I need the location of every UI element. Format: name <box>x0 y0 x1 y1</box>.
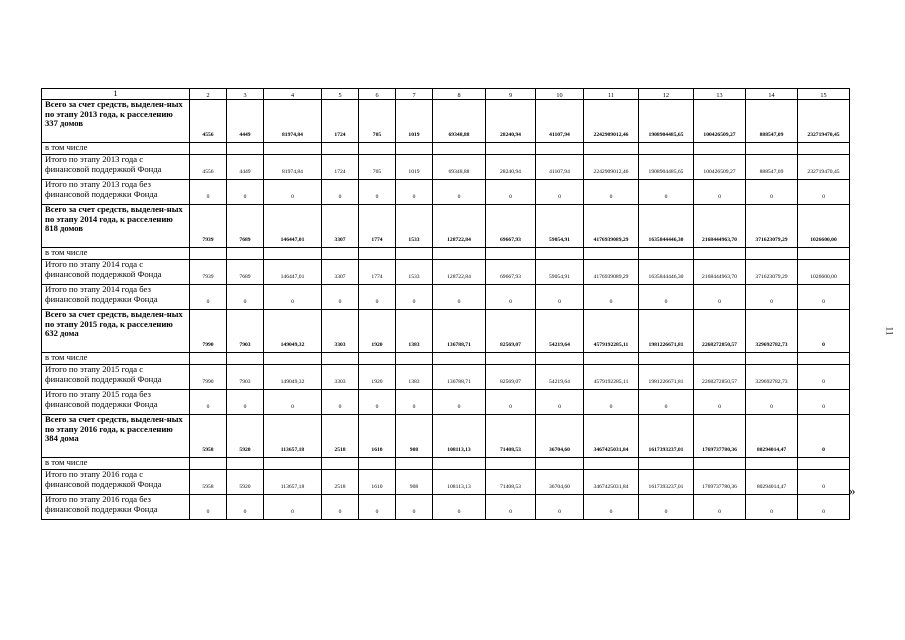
table-cell: 5920 <box>227 470 264 495</box>
table-cell <box>694 143 746 155</box>
table-cell: 0 <box>433 180 486 205</box>
table-cell: 2518 <box>322 415 359 458</box>
table-cell: 0 <box>396 390 433 415</box>
table-cell: 146447,01 <box>264 205 322 248</box>
table-cell: 82569,07 <box>486 310 536 353</box>
table-cell <box>359 458 396 470</box>
table-cell <box>486 143 536 155</box>
table-cell: 0 <box>536 285 584 310</box>
table-cell <box>433 248 486 260</box>
column-number: 7 <box>396 89 433 100</box>
stage-detail-row <box>42 495 850 520</box>
table-cell <box>359 248 396 260</box>
table-cell <box>433 143 486 155</box>
table-cell: 71408,53 <box>486 470 536 495</box>
table-cell: 54219,64 <box>536 365 584 390</box>
column-number: 1 <box>42 89 190 100</box>
row-label: в том числе <box>42 458 190 470</box>
table-cell: 4176939089,29 <box>584 260 639 285</box>
table-cell: 0 <box>322 180 359 205</box>
table-cell: 7939 <box>190 205 227 248</box>
table-cell: 4176939089,29 <box>584 205 639 248</box>
table-cell: 705 <box>359 100 396 143</box>
table-cell: 128722,84 <box>433 205 486 248</box>
table-cell <box>584 458 639 470</box>
column-number: 9 <box>486 89 536 100</box>
table-cell: 2518 <box>322 470 359 495</box>
column-number: 12 <box>639 89 694 100</box>
table-cell: 108113,13 <box>433 470 486 495</box>
table-cell <box>536 143 584 155</box>
table-cell: 4579192285,11 <box>584 365 639 390</box>
row-label: в том числе <box>42 143 190 155</box>
table-cell: 1383 <box>396 310 433 353</box>
column-number: 13 <box>694 89 746 100</box>
table-cell: 0 <box>798 470 850 495</box>
table-cell <box>227 458 264 470</box>
table-cell: 0 <box>190 390 227 415</box>
table-cell <box>798 353 850 365</box>
table-cell: 80294014,47 <box>746 415 798 458</box>
table-cell <box>798 248 850 260</box>
table-cell: 0 <box>264 390 322 415</box>
table-cell: 28240,94 <box>486 155 536 180</box>
table-cell <box>264 458 322 470</box>
table-cell: 4449 <box>227 155 264 180</box>
table-cell <box>396 143 433 155</box>
table-cell <box>798 143 850 155</box>
table-cell: 146447,01 <box>264 260 322 285</box>
column-number-row <box>42 89 850 100</box>
subheading-row <box>42 353 850 365</box>
table-cell: 888547,09 <box>746 155 798 180</box>
table-cell: 0 <box>227 180 264 205</box>
table-cell <box>264 143 322 155</box>
table-cell: 4556 <box>190 100 227 143</box>
table-cell: 0 <box>798 495 850 520</box>
table-cell: 80294014,47 <box>746 470 798 495</box>
table-cell: 0 <box>227 495 264 520</box>
table-cell: 0 <box>190 180 227 205</box>
table-cell: 0 <box>694 180 746 205</box>
column-number: 5 <box>322 89 359 100</box>
table-cell: 7689 <box>227 260 264 285</box>
row-label: Итого по этапу 2013 года с финансовой поддержкой Фонда <box>42 155 190 180</box>
table-cell: 71408,53 <box>486 415 536 458</box>
column-number: 15 <box>798 89 850 100</box>
table-cell <box>536 458 584 470</box>
table-cell: 0 <box>264 180 322 205</box>
table-cell: 69348,88 <box>433 155 486 180</box>
table-cell: 232719470,45 <box>798 100 850 143</box>
stage-detail-row <box>42 470 850 495</box>
table-cell <box>227 143 264 155</box>
column-number: 3 <box>227 89 264 100</box>
table-cell: 1610 <box>359 415 396 458</box>
table-cell: 1026600,00 <box>798 260 850 285</box>
table-cell <box>264 248 322 260</box>
table-cell: 100426509,27 <box>694 155 746 180</box>
column-number: 8 <box>433 89 486 100</box>
table-cell: 0 <box>694 390 746 415</box>
column-number: 4 <box>264 89 322 100</box>
table-cell: 1610 <box>359 470 396 495</box>
stage-total-row <box>42 415 850 458</box>
table-cell: 1920 <box>359 365 396 390</box>
table-cell: 5958 <box>190 470 227 495</box>
table-cell: 1635844446,30 <box>639 205 694 248</box>
table-cell: 149049,32 <box>264 365 322 390</box>
row-label: Всего за счет средств, выделен-ных по этапу 2015 года, к расселению 632 дома <box>42 310 190 353</box>
table-cell: 7689 <box>227 205 264 248</box>
table-cell: 0 <box>359 390 396 415</box>
row-label: Итого по этапу 2015 года без финансовой поддержки Фонда <box>42 390 190 415</box>
table-cell: 329692782,73 <box>746 365 798 390</box>
table-cell <box>433 353 486 365</box>
table-cell: 3307 <box>322 205 359 248</box>
table-cell: 4579192285,11 <box>584 310 639 353</box>
housing-resettlement-table <box>41 88 850 520</box>
table-cell: 1724 <box>322 100 359 143</box>
table-cell <box>694 248 746 260</box>
table-cell: 69667,93 <box>486 260 536 285</box>
table-cell: 7903 <box>227 310 264 353</box>
table-cell: 113657,18 <box>264 470 322 495</box>
table-cell: 136788,71 <box>433 310 486 353</box>
table-cell <box>396 458 433 470</box>
table-cell: 7903 <box>227 365 264 390</box>
table-cell <box>584 143 639 155</box>
table-cell: 54219,64 <box>536 310 584 353</box>
stage-total-row <box>42 310 850 353</box>
table-cell: 149049,32 <box>264 310 322 353</box>
table-cell <box>536 248 584 260</box>
table-cell: 0 <box>396 495 433 520</box>
table-cell: 5958 <box>190 415 227 458</box>
table-cell: 0 <box>264 285 322 310</box>
table-cell: 0 <box>486 180 536 205</box>
table-cell: 0 <box>746 390 798 415</box>
table-cell: 0 <box>584 285 639 310</box>
table-cell: 0 <box>798 310 850 353</box>
subheading-row <box>42 458 850 470</box>
table-cell: 0 <box>322 285 359 310</box>
column-number: 11 <box>584 89 639 100</box>
table-cell: 232719470,45 <box>798 155 850 180</box>
table-cell: 0 <box>396 180 433 205</box>
table-cell: 0 <box>639 390 694 415</box>
table-cell: 0 <box>433 495 486 520</box>
stage-detail-row <box>42 285 850 310</box>
table-cell: 0 <box>536 390 584 415</box>
table-cell: 0 <box>359 495 396 520</box>
table-cell <box>359 143 396 155</box>
table-cell <box>190 143 227 155</box>
table-cell: 329692782,73 <box>746 310 798 353</box>
table-cell: 82569,07 <box>486 365 536 390</box>
table-cell <box>746 458 798 470</box>
table-cell: 7990 <box>190 310 227 353</box>
row-label: Всего за счет средств, выделен-ных по этапу 2013 года, к расселению 337 домов <box>42 100 190 143</box>
table-cell: 1908904485,65 <box>639 100 694 143</box>
table-cell <box>486 353 536 365</box>
stage-detail-row <box>42 155 850 180</box>
table-cell: 59054,91 <box>536 260 584 285</box>
table-cell: 0 <box>798 365 850 390</box>
table-cell <box>227 353 264 365</box>
table-cell <box>639 458 694 470</box>
table-cell <box>486 458 536 470</box>
table-cell: 705 <box>359 155 396 180</box>
table-cell: 0 <box>746 180 798 205</box>
table-cell: 0 <box>322 495 359 520</box>
table-cell: 59054,91 <box>536 205 584 248</box>
table-cell: 371623079,29 <box>746 260 798 285</box>
table-cell <box>322 143 359 155</box>
table-cell: 41107,94 <box>536 100 584 143</box>
table-cell: 1617393237,01 <box>639 415 694 458</box>
table-cell <box>746 353 798 365</box>
table-cell: 0 <box>359 180 396 205</box>
table-cell <box>359 353 396 365</box>
row-label: Всего за счет средств, выделен-ных по этапу 2016 года, к расселению 384 дома <box>42 415 190 458</box>
table-cell: 908 <box>396 415 433 458</box>
table-cell <box>322 353 359 365</box>
table-cell: 908 <box>396 470 433 495</box>
table-cell: 1774 <box>359 205 396 248</box>
table-cell <box>264 353 322 365</box>
stage-detail-row <box>42 365 850 390</box>
stage-detail-row <box>42 260 850 285</box>
table-cell: 2242909012,46 <box>584 100 639 143</box>
table-cell: 100426509,27 <box>694 100 746 143</box>
row-label: Итого по этапу 2015 года с финансовой поддержкой Фонда <box>42 365 190 390</box>
table-cell: 0 <box>694 285 746 310</box>
table-cell: 0 <box>486 285 536 310</box>
table-cell <box>190 458 227 470</box>
table-cell: 0 <box>798 180 850 205</box>
table-cell <box>190 248 227 260</box>
table-cell: 1383 <box>396 365 433 390</box>
column-number: 10 <box>536 89 584 100</box>
table-cell <box>190 353 227 365</box>
table-cell: 0 <box>798 415 850 458</box>
table-cell <box>396 353 433 365</box>
table-cell: 0 <box>396 285 433 310</box>
table-cell: 0 <box>584 390 639 415</box>
closing-quote: » <box>849 483 856 498</box>
page-number: 11 <box>884 326 895 336</box>
table-cell: 1724 <box>322 155 359 180</box>
stage-detail-row <box>42 390 850 415</box>
stage-total-row <box>42 205 850 248</box>
table-cell: 136788,71 <box>433 365 486 390</box>
table-cell <box>227 248 264 260</box>
table-cell: 4449 <box>227 100 264 143</box>
table-cell: 1920 <box>359 310 396 353</box>
table-cell: 0 <box>359 285 396 310</box>
table-cell: 0 <box>190 495 227 520</box>
table-cell <box>322 458 359 470</box>
table-cell: 3467425031,84 <box>584 470 639 495</box>
table-cell <box>396 248 433 260</box>
column-number: 14 <box>746 89 798 100</box>
table-cell: 0 <box>322 390 359 415</box>
table-cell <box>639 248 694 260</box>
table-cell: 3307 <box>322 260 359 285</box>
table-cell: 3303 <box>322 365 359 390</box>
table-cell <box>746 143 798 155</box>
table-cell: 1019 <box>396 155 433 180</box>
column-number: 2 <box>190 89 227 100</box>
table-cell: 36704,60 <box>536 415 584 458</box>
table-cell: 108113,13 <box>433 415 486 458</box>
table-cell: 69667,93 <box>486 205 536 248</box>
table-cell: 0 <box>639 285 694 310</box>
table-cell: 2268272850,57 <box>694 365 746 390</box>
table-cell: 1019 <box>396 100 433 143</box>
table-cell: 0 <box>798 390 850 415</box>
table-cell <box>536 353 584 365</box>
row-label: в том числе <box>42 248 190 260</box>
table-cell: 1769737780,36 <box>694 415 746 458</box>
table-cell: 0 <box>227 285 264 310</box>
table-cell: 0 <box>433 285 486 310</box>
table-cell: 1635844446,30 <box>639 260 694 285</box>
table-cell <box>322 248 359 260</box>
table-cell: 0 <box>190 285 227 310</box>
table-cell: 0 <box>694 495 746 520</box>
column-number: 6 <box>359 89 396 100</box>
table-cell: 0 <box>536 180 584 205</box>
table-cell: 0 <box>486 390 536 415</box>
table-cell: 0 <box>584 180 639 205</box>
table-cell: 371623079,29 <box>746 205 798 248</box>
table-cell: 1533 <box>396 205 433 248</box>
table-cell: 0 <box>486 495 536 520</box>
table-cell: 5920 <box>227 415 264 458</box>
table-cell: 0 <box>639 180 694 205</box>
table-cell <box>584 248 639 260</box>
table-cell: 36704,60 <box>536 470 584 495</box>
subheading-row <box>42 248 850 260</box>
stage-detail-row <box>42 180 850 205</box>
table-cell: 3303 <box>322 310 359 353</box>
table-cell: 41107,94 <box>536 155 584 180</box>
table-cell <box>433 458 486 470</box>
row-label: Итого по этапу 2016 года без финансовой поддержки Фонда <box>42 495 190 520</box>
table-cell: 0 <box>227 390 264 415</box>
table-cell: 3467425031,84 <box>584 415 639 458</box>
table-cell <box>639 353 694 365</box>
row-label: Итого по этапу 2014 года без финансовой поддержки Фонда <box>42 285 190 310</box>
table-cell: 69348,88 <box>433 100 486 143</box>
table-cell <box>694 353 746 365</box>
table-cell <box>746 248 798 260</box>
row-label: Итого по этапу 2013 года без финансовой поддержки Фонда <box>42 180 190 205</box>
table-cell: 1981226671,81 <box>639 365 694 390</box>
table-cell: 7939 <box>190 260 227 285</box>
table-cell: 2242909012,46 <box>584 155 639 180</box>
table-cell: 0 <box>536 495 584 520</box>
table-cell: 0 <box>746 495 798 520</box>
table-cell <box>486 248 536 260</box>
table-cell: 81974,84 <box>264 100 322 143</box>
table-cell: 0 <box>584 495 639 520</box>
table-cell: 1774 <box>359 260 396 285</box>
table-cell: 0 <box>798 285 850 310</box>
table-cell: 888547,09 <box>746 100 798 143</box>
table-cell: 2268272850,57 <box>694 310 746 353</box>
table-cell: 4556 <box>190 155 227 180</box>
table-cell: 1026600,00 <box>798 205 850 248</box>
row-label: Всего за счет средств, выделен-ных по этапу 2014 года, к расселению 818 домов <box>42 205 190 248</box>
table-cell <box>694 458 746 470</box>
table-cell: 1908904485,65 <box>639 155 694 180</box>
table-cell: 1533 <box>396 260 433 285</box>
table-cell: 81974,84 <box>264 155 322 180</box>
table-cell: 1981226671,81 <box>639 310 694 353</box>
row-label: Итого по этапу 2014 года с финансовой поддержкой Фонда <box>42 260 190 285</box>
table-cell <box>584 353 639 365</box>
table-cell: 28240,94 <box>486 100 536 143</box>
stage-total-row <box>42 100 850 143</box>
table-cell: 0 <box>264 495 322 520</box>
row-label: в том числе <box>42 353 190 365</box>
table-cell: 1617393237,01 <box>639 470 694 495</box>
table-cell: 113657,18 <box>264 415 322 458</box>
subheading-row <box>42 143 850 155</box>
table-cell: 2168444963,70 <box>694 260 746 285</box>
table-cell <box>798 458 850 470</box>
table-cell: 2168444963,70 <box>694 205 746 248</box>
table-cell <box>639 143 694 155</box>
table-cell: 0 <box>639 495 694 520</box>
table-cell: 7990 <box>190 365 227 390</box>
row-label: Итого по этапу 2016 года с финансовой поддержкой Фонда <box>42 470 190 495</box>
table-cell: 128722,84 <box>433 260 486 285</box>
table-cell: 0 <box>746 285 798 310</box>
table-cell: 0 <box>433 390 486 415</box>
table-cell: 1769737780,36 <box>694 470 746 495</box>
